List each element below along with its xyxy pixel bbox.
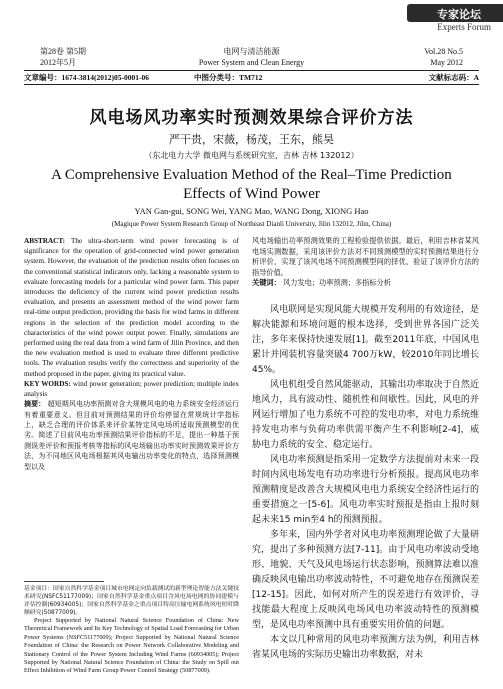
body-paragraph: 风电联网是实现风能大规模开发利用的有效途径，是解决能源和环境问题的根本选择，受到世界各国广泛关注，多年来保持快速发展[1]。截至2011年底，中国风电累计并网装机容量突破4 700万kW，较2010年同比增长45%。 <box>252 304 479 375</box>
abstract-en <box>24 236 239 379</box>
left-column <box>24 236 239 472</box>
clc-number: 中图分类号：TM712 <box>194 73 263 82</box>
funding-en: Project Supported by National Natural Science Foundation of China: New Theoretical Framework and Its Key Technology of Spatial Load Forecasting for Urban Power Systems (NSFC51177009); Project Supported by National Natural Science Foundation of China: the Research on Power Network Collaborative Modeling and Stationary Control of the Power System Including Wind Farms (60934005); Project Supported by National Natural Science Foundation of China: the Study on Spill out Effect Inhibition of Wind Farm Group Power Control Strategy (50877009). <box>24 617 239 675</box>
title-en: A Comprehensive Evaluation Method of the Real–Time Prediction Effects of Wind Power <box>51 167 452 202</box>
banner-sub: Experts Forum <box>437 22 491 32</box>
body-paragraph: 风电机组受自然风能驱动，其输出功率取决于自然近地风力，具有波动性、随机性和间歇性。因此，风电的并网运行增加了电力系统不可控的发电功率，对电力系统维持发电功率与负荷功率供需平衡产生不利影响[2-4]，威胁电力系统的安全、稳定运行。 <box>252 379 479 450</box>
abstract-en-text: The ultra-short-term wind power forecasting is of significance for the operation of grid-connected wind power generation system. However, the evaluation of the prediction results often focuses on the conventional statistical indicators only, lacking a reasonable system to evaluate forecasting models for a particular wind power farm. This paper introduces the deficiency of the current wind power prediction results evaluation, and presents an assessment method of the wind power farm real-time output prediction, providing the basis for wind farms in different regions in the selection of the prediction model according to the characteristics of the wind power output power. Finally, simulations are performed using the real data from a wind farm of Jilin Province, and then the new evaluation method is used to evaluate three different predictive tools. The evaluation results verify the correctness and superiority of the method proposed in the paper, giving its practical value. <box>24 237 240 378</box>
authors-cn: 严干贵，宋薇，杨茂，王东，熊昊 <box>169 133 334 146</box>
footnote-rule <box>24 581 104 582</box>
meta-rule <box>24 84 479 85</box>
journal-en: Power System and Clean Energy <box>198 58 305 67</box>
body-paragraph: 本文以几种常用的风电功率预测方法为例，利用吉林省某风电场的实际历史输出功率数据，对未 <box>252 634 479 660</box>
article-number: 文章编号：1674-3814(2012)05-0001-06 <box>24 73 149 82</box>
abstract-cn-continued: 风电场输出功率预测效果的工程检验提供依据。最后，利用吉林省某风电场实测数据，采用该评价方法对不同预测模型的实时预测结果进行分析评价，实现了该风电场不同预测模型间的择优，验证了该评价方法的指导价值。 <box>252 236 479 277</box>
body-paragraph: 多年来，国内外学者对风电功率预测理论做了大量研究，提出了多种预测方法[7-11]。由于风电功率波动受地形、地貌、天气及风电场运行状态影响，预测算法难以准确反映风电输出功率波动特性，不可避免地存在预测误差[12-15]。因此，如何对所产生的误差进行有效评价，寻找能最大程度上反映风电场风电功率波动特性的预测模型，是风电功率预测中具有重要实用价值的问题。 <box>252 529 479 630</box>
issue-cn: 第28卷 第5期 <box>40 47 86 56</box>
funding-cn: 基金项目：国家自然科学基金项目城市电网定向负载测试的新型理论智能方法关键技术研究(NSFC51177009)；国家自然科学基金重点项目含风电场电网的协同建模与评估控制(60934005)；国家自然科学基金之重点项目特高压输电网系统风电短时降额研究(50877009)。 <box>24 586 239 616</box>
title-cn: 风电场风功率实时预测效果综合评价方法 <box>89 108 414 128</box>
keywords-en <box>24 379 239 399</box>
vol-en: Vol.28 No.5 <box>424 47 463 56</box>
abstract-en-label: ABSTRACT: <box>24 237 66 245</box>
keywords-cn-label: 关键词： <box>252 278 281 288</box>
keywords-en-label: KEY WORDS: <box>24 379 71 388</box>
date-cn: 2012年5月 <box>40 58 76 67</box>
document-code: 文献标志码：A <box>428 73 479 82</box>
authors-en: YAN Gan-gui, SONG Wei, YANG Mao, WANG Dong, XIONG Hao <box>134 206 369 216</box>
banner-label: 专家论坛 <box>437 8 481 21</box>
funding-footnote <box>24 585 239 676</box>
abstract-cn-text: 超短期风电功率预测对含大规模风电的电力系统安全经济运行有着重要意义。但目前对预测结果的评价均停留在常规统计学指标上，缺乏合理的评价体系来评价某特定风电场所适取预测模型的优劣。简述了目前风电功率预测结果评价指标的不足，提出一种基于预测误差评价和预报考核等指标的风电场输出功率实时预测效果评价方法，为不同地区风电场根据其风电输出功率变化的特点，选择预测模型以及 <box>24 400 240 471</box>
running-header <box>0 40 503 70</box>
affiliation-cn: （东北电力大学 微电网与系统研究室，吉林 吉林 132012） <box>144 151 359 160</box>
date-en: May 2012 <box>430 58 463 67</box>
abstract-cn-label: 摘要： <box>24 400 46 409</box>
journal-cn: 电网与清洁能源 <box>223 47 280 56</box>
keywords-cn <box>252 278 479 289</box>
header-rule <box>24 70 479 71</box>
body-paragraph: 风电功率预测是指采用一定数学方法提前对未来一段时间内风电场发电有功功率进行分析预报。提高风电功率预测精度是改善含大规模风电电力系统安全经济性运行的重要措施之一[5-6]。风电功率实时预报是指由上报时刻起未来15 min至4 h的预测预报。 <box>252 454 479 525</box>
keywords-cn-text: 风力发电；功率预测；多指标分析 <box>283 278 391 288</box>
keywords-en-text: wind power generation; power prediction; multiple index analysis <box>24 379 240 399</box>
abstract-cn <box>24 399 239 472</box>
affiliation-en: (Magique Power System Research Group of Northeast Dianli University, Jilin 132012, Jilin, China) <box>111 220 392 228</box>
right-column <box>252 236 479 663</box>
section-banner <box>0 0 503 32</box>
